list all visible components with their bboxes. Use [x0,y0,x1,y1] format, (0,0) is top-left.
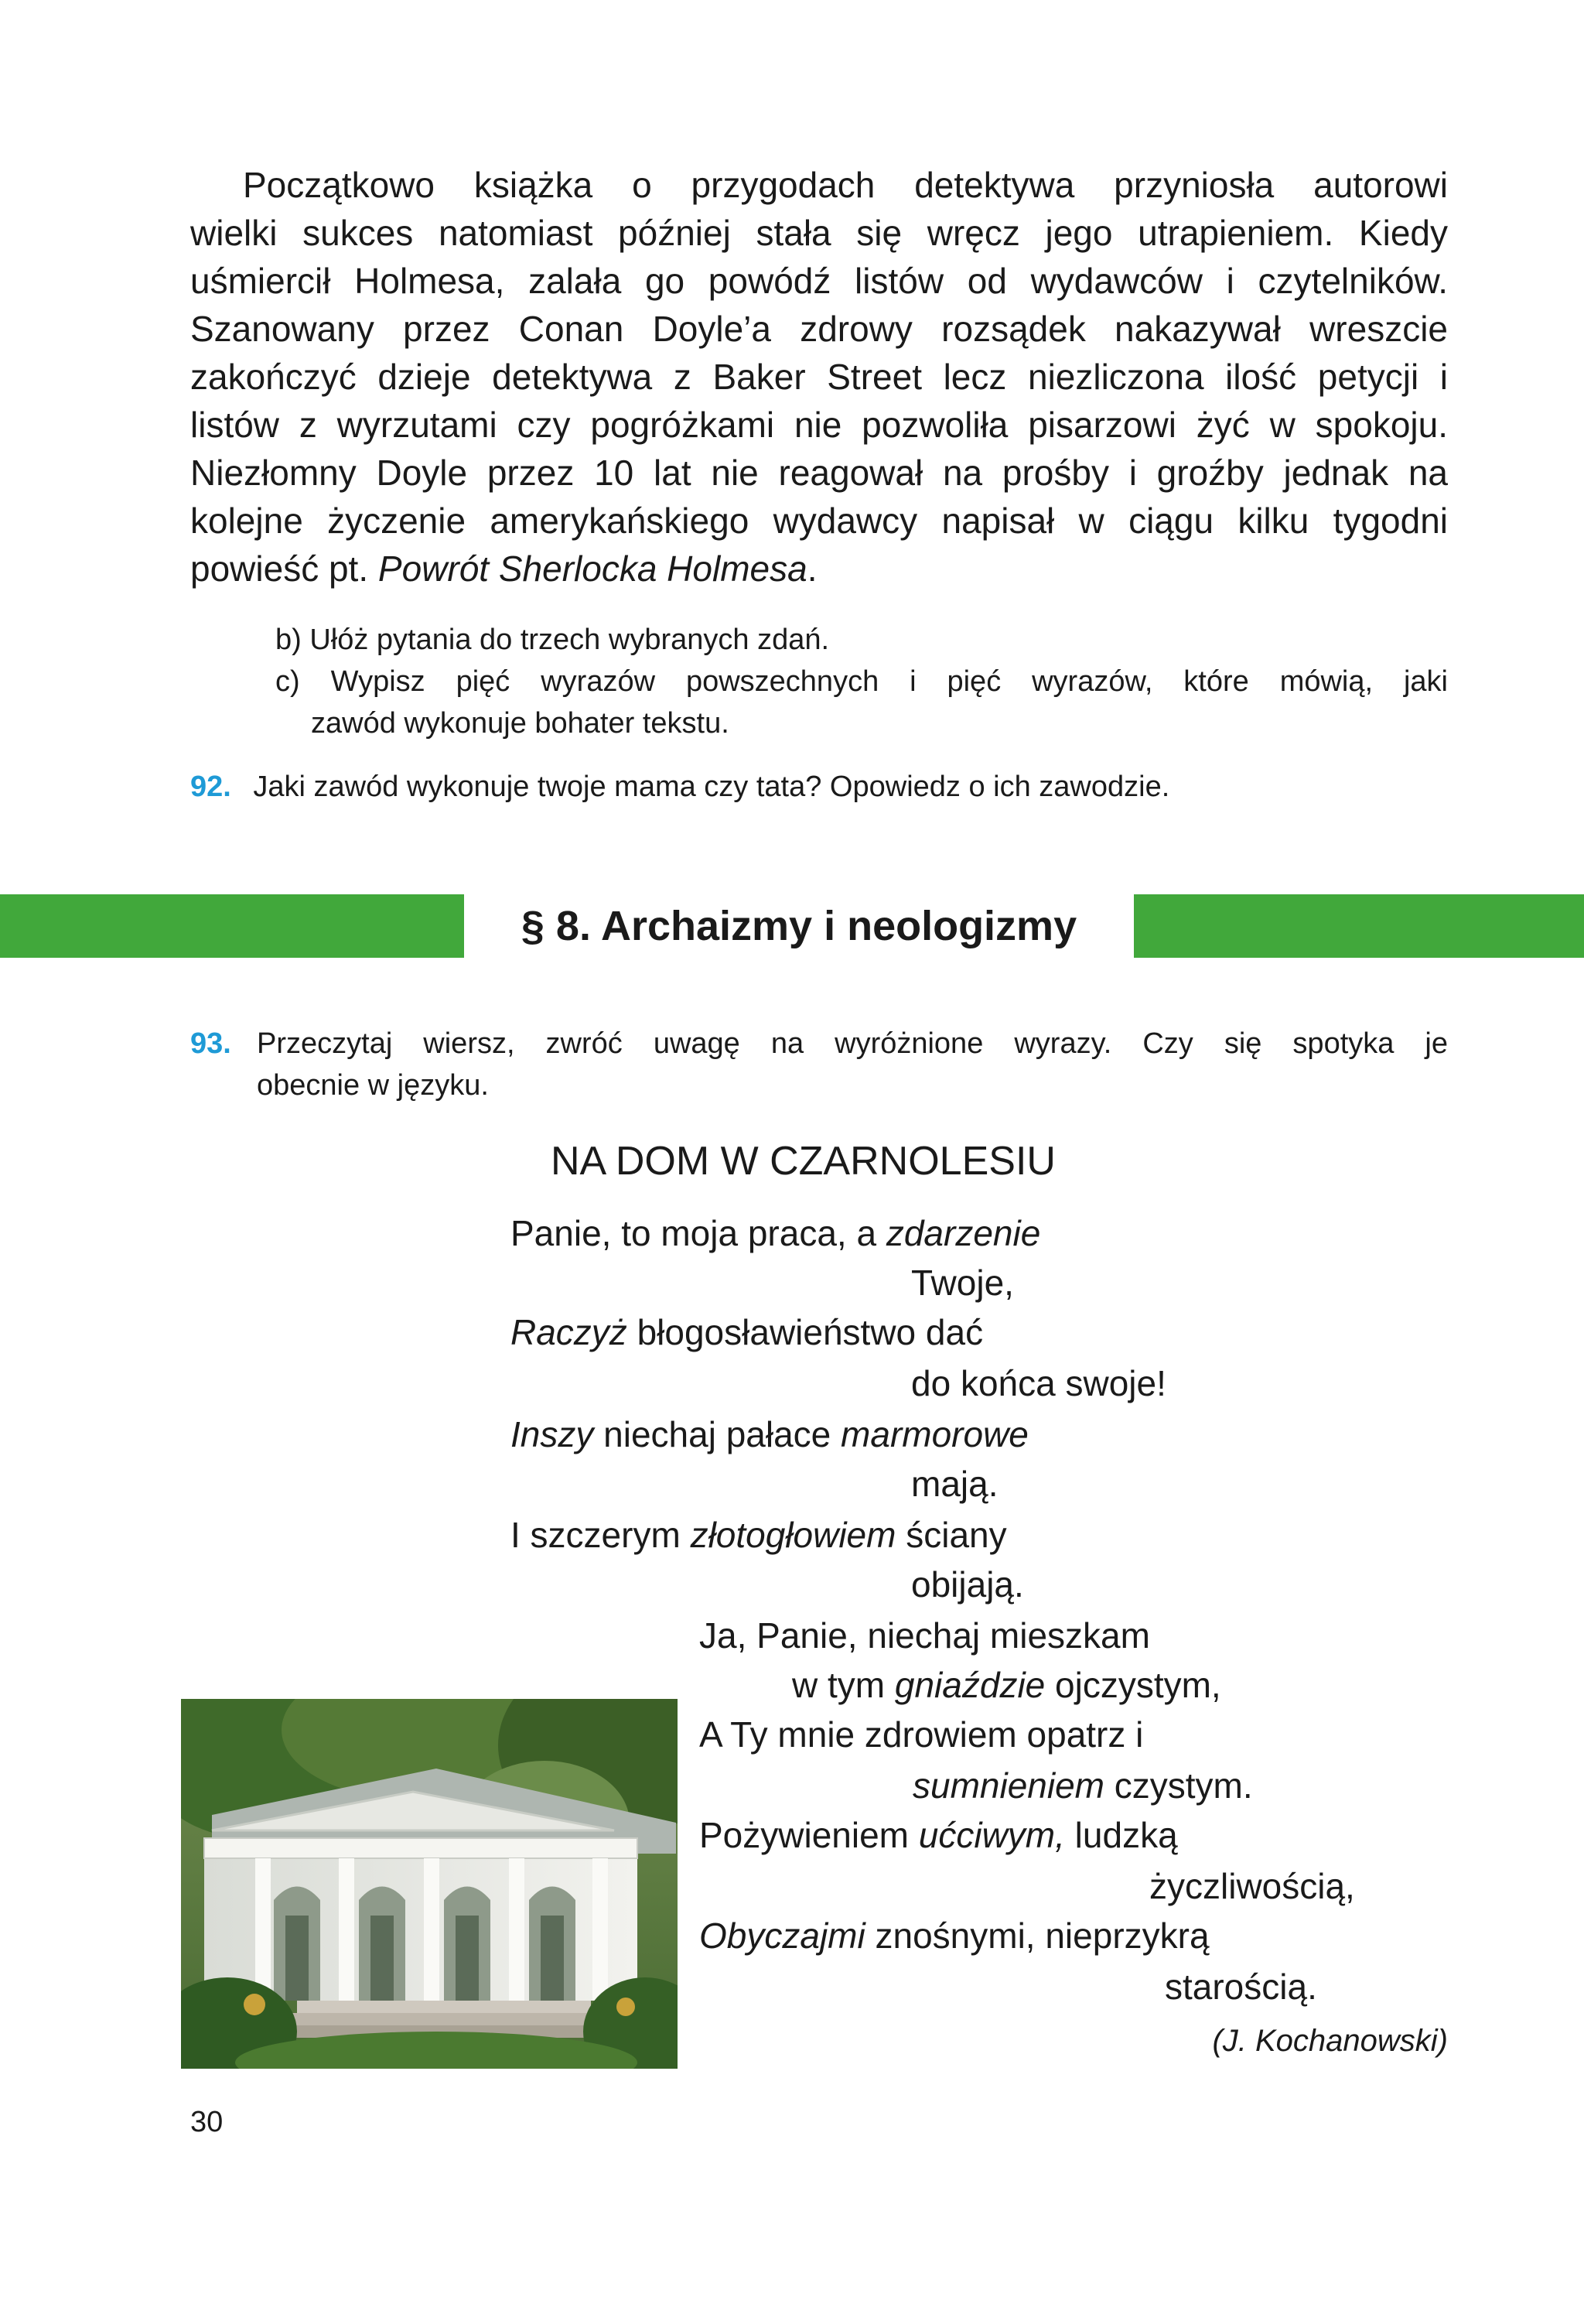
poem-line-12 [913,1761,1253,1810]
intro-line-7: Niezłomny Doyle przez 10 lat nie reagował na prośby i groźby jednak na [190,453,1448,493]
intro-line-3: uśmiercił Holmesa, zalała go powódź listów od wydawców i czytelników. [190,261,1448,301]
poem-text: czystym. [1104,1765,1253,1806]
poem-line-9: Ja, Panie, niechaj mieszkam [699,1615,1150,1656]
exercise-number: 93. [190,1027,231,1060]
subtask-c-line-1: c) Wypisz pięć wyrazów powszechnych i pięć wyrazów, które mówią, jaki [275,665,1448,698]
exercise-number: 92. [190,771,231,803]
section-title: § 8. Archaizmy i neologizmy [521,903,1077,949]
subtask-b: b) Ułóż pytania do trzech wybranych zdań. [275,624,830,656]
exercise-text: Jaki zawód wykonuje twoje mama czy tata? Opowiedz o ich zawodzie. [253,771,1170,803]
poem-title: NA DOM W CZARNOLESIU [551,1139,1056,1184]
poem-line-1 [510,1208,1040,1258]
poem-line-3 [510,1307,983,1357]
intro-line-9 [190,545,1448,593]
intro-line-9-end: . [807,549,818,589]
poem-text: w tym [792,1665,895,1705]
poem-line-11: A Ty mnie zdrowiem opatrz i [699,1714,1144,1755]
archaism: Raczyż [510,1312,627,1352]
intro-line-5: zakończyć dzieje detektywa z Baker Street lecz niezliczona ilość petycji i [190,357,1448,397]
intro-line-2: wielki sukces natomiast później stała się wręcz jego utrapieniem. Kiedy [190,213,1448,253]
poem-text: niechaj pałace [593,1414,842,1454]
archaism: Obyczajmi [699,1916,865,1956]
poem-line-16: starością. [1165,1967,1317,2007]
poem-text: Panie, to moja praca, a [510,1213,886,1253]
poem-text: I szczerym [510,1515,691,1555]
intro-line-9-start: powieść pt. [190,549,378,589]
archaism: marmorowe [841,1414,1029,1454]
exercise-92 [190,766,1448,808]
poem-text: ściany [896,1515,1007,1555]
poem-line-10 [792,1660,1221,1710]
intro-line-1: Początkowo książka o przygodach detektywa przyniosła autorowi [243,165,1448,205]
section-bar-left [0,894,464,958]
archaism: zdarzenie [886,1213,1041,1253]
exercise-93-line-1: Przeczytaj wiersz, zwróć uwagę na wyróżnione wyrazy. Czy się spotyka je [257,1027,1448,1060]
poem-line-7 [510,1510,1007,1560]
section-bar-right [1134,894,1584,958]
intro-line-8: kolejne życzenie amerykańskiego wydawcy napisał w ciągu kilku tygodni [190,501,1448,541]
poem-line-13 [699,1810,1178,1860]
poem-line-5 [510,1410,1029,1459]
archaism: sumnieniem [913,1765,1104,1806]
poem-text: błogosławieństwo dać [626,1312,984,1352]
poem-author: (J. Kochanowski) [1212,2024,1448,2058]
poem-line-4: do końca swoje! [911,1363,1166,1403]
exercise-93-row [190,1023,1448,1065]
archaism: gniaździe [894,1665,1046,1705]
intro-line-6: listów z wyrzutami czy pogróżkami nie pozwoliła pisarzowi żyć w spokoju. [190,405,1448,445]
archaism: złotogłowiem [690,1515,896,1555]
page-number: 30 [190,2106,224,2138]
poem-text: Pożywieniem [699,1815,919,1855]
intro-paragraph [190,161,1448,593]
poem-line-2: Twoje, [911,1263,1014,1303]
subtask-c-line-2: zawód wykonuje bohater tekstu. [311,707,729,740]
book-title: Powrót Sherlocka Holmesa [377,549,807,589]
archaism: Inszy [510,1414,594,1454]
manor-house-illustration [181,1699,678,2069]
exercise-93 [190,1023,1448,1106]
poem-line-15 [699,1911,1210,1960]
poem-line-8: obijają. [911,1564,1024,1605]
poem-text: ojczystym, [1045,1665,1221,1705]
subtask-list [275,619,1448,744]
exercise-93-line-2: obecnie w języku. [257,1069,489,1102]
poem-line-6: mają. [911,1464,999,1504]
poem-text: znośnymi, nieprzykrą [865,1916,1210,1956]
poem-line-14: życzliwością, [1149,1866,1355,1906]
poem-text: ludzką [1064,1815,1178,1855]
manor-house-photo [181,1699,678,2069]
intro-line-4: Szanowany przez Conan Doyle’a zdrowy rozsądek nakazywał wreszcie [190,309,1448,349]
archaism: ućciwym, [918,1815,1065,1855]
